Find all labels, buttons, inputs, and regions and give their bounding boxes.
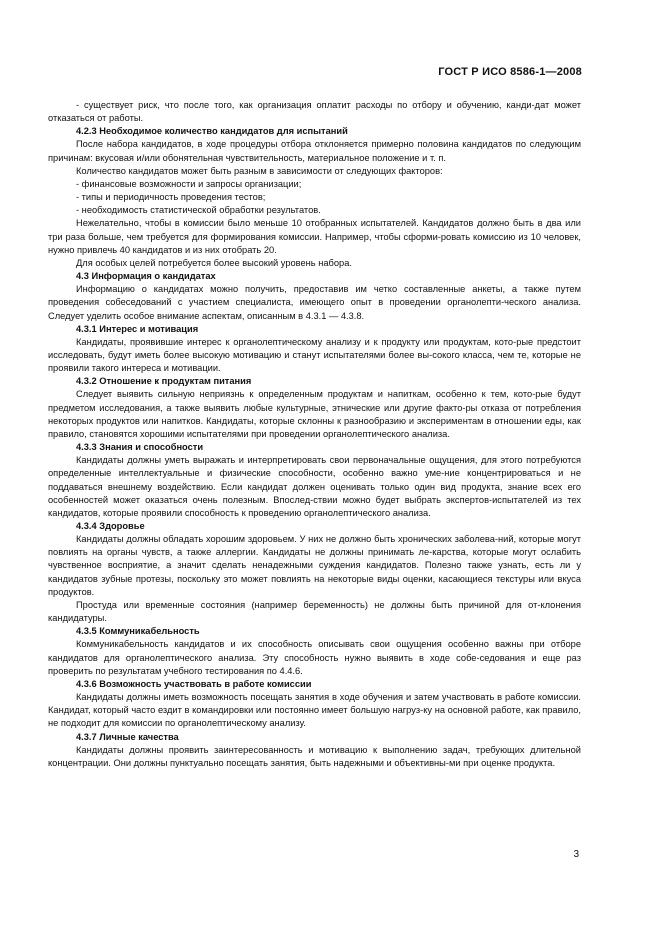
section-heading: 4.3 Информация о кандидатах <box>76 271 216 282</box>
paragraph: Кандидаты должны иметь возможность посещать занятия в ходе обучения и затем участвовать в работе комиссии. Кандидат, который часто ездит в командировки или постоянно имеет большую нагруз-ку на основной работе, как правило, не подходит для комиссии по органолептическому анализу. <box>48 692 581 729</box>
paragraph: Нежелательно, чтобы в комиссии было меньше 10 отобранных испытателей. Кандидатов должно быть в два или три раза больше, чем требуется для формирования комиссии. Например, чтобы сформи-ровать комиссию из 10 человек, нужно привлечь 40 кандидатов и из них отобрать 20. <box>48 218 581 255</box>
section-heading: 4.3.3 Знания и способности <box>76 442 204 453</box>
paragraph: Следует выявить сильную неприязнь к определенным продуктам и напиткам, особенно к тем, кото-рые будут предметом исследования, а также выявить любые культурные, этнические или другие факто-ры отказа от потребления некоторых продуктов или напитков. Кандидаты, которые склонны к разнообразию и экспериментам в отношении еды, как правило, становятся хорошими испытателями при проведении органолептического анализа. <box>48 389 581 439</box>
paragraph: Кандидаты должны уметь выражать и интерпретировать свои первоначальные ощущения, для этого потребуются определенные интеллектуальные и физические способности, особенно важно уме-ние концентрироваться и не поддаваться внешнему воздействию. Если кандидат должен оценивать только один вид продукта, знание всех его особенностей может оказаться очень полезным. Впослед-ствии можно будет выбрать экспертов-испытателей из тех кандидатов, которые проявили способность к проведению органолептического анализа. <box>48 455 581 518</box>
paragraph: Для особых целей потребуется более высокий уровень набора. <box>76 257 352 268</box>
paragraph: Кандидаты должны проявить заинтересованность и мотивацию к выполнению задач, требующих длительной концентрации. Они должны пунктуально посещать занятия, быть надежными и объективны-ми при оценке продукта. <box>48 744 581 768</box>
section-heading: 4.3.7 Личные качества <box>76 731 179 742</box>
section-heading: 4.3.1 Интерес и мотивация <box>76 323 199 334</box>
paragraph: После набора кандидатов, в ходе процедуры отбора отклоняется примерно половина кандидатов по следующим причинам: вкусовая и/или обонятельная чувствительность, материальное положение и т. п. <box>48 139 581 163</box>
section-heading: 4.3.4 Здоровье <box>76 521 145 531</box>
section-heading: 4.3.5 Коммуникабельность <box>76 626 200 637</box>
paragraph: - типы и периодичность проведения тестов; <box>76 192 266 203</box>
paragraph: - необходимость статистической обработки результатов. <box>76 205 321 216</box>
paragraph: Количество кандидатов может быть разным в зависимости от следующих факторов: <box>76 165 443 176</box>
paragraph: Коммуникабельность кандидатов и их способность описывать свои ощущения особенно важны при отборе кандидатов для органолептического анализа. Эту способность нужно выявить в ходе собе-седования и еще раз проверить по результатам учебного тестирования по 4.4.6. <box>48 639 581 676</box>
document-body <box>48 99 581 770</box>
page-number: 3 <box>573 849 579 860</box>
paragraph: Кандидаты должны обладать хорошим здоровьем. У них не должно быть хронических заболева-ний, которые могут повлиять на органы чувств, а также аллергии. Кандидаты не должны принимать ле-карства, которые могут ослабить чувственное восприятие, а значит сделать ненадежными суждения кандидатов. Полезно также узнать, есть ли у кандидатов зубные протезы, поскольку это может повлиять на некоторые виды оценки, касающиеся текстуры или вкуса продуктов. <box>48 534 581 597</box>
section-heading: 4.2.3 Необходимое количество кандидатов для испытаний <box>76 126 348 137</box>
section-heading: 4.3.2 Отношение к продуктам питания <box>76 376 252 387</box>
paragraph: Простуда или временные состояния (например беременность) не должны быть причиной для от-клонения кандидатуры. <box>48 599 581 624</box>
section-heading: 4.3.6 Возможность участвовать в работе комиссии <box>76 678 312 689</box>
standard-header: ГОСТ Р ИСО 8586-1—2008 <box>438 66 582 78</box>
paragraph: - финансовые возможности и запросы организации; <box>76 178 302 189</box>
paragraph: Информацию о кандидатах можно получить, предоставив им четко составленные анкеты, а также путем проведения собеседований с участием специалиста, имеющего опыт в проведении органолепти-ческого анализа. Следует уделить особое внимание аспектам, описанным в 4.3.1 — 4.3.8. <box>48 284 581 321</box>
paragraph: Кандидаты, проявившие интерес к органолептическому анализу и к продукту или продуктам, кото-рые предстоит исследовать, будут иметь более высокую мотивацию и станут испытателями более вы-сокого класса, чем те, которые не проявили такого интереса и мотивации. <box>48 336 581 374</box>
paragraph: - существует риск, что после того, как организация оплатит расходы по отбору и обучению, канди-дат может отказаться от работы. <box>48 100 581 124</box>
